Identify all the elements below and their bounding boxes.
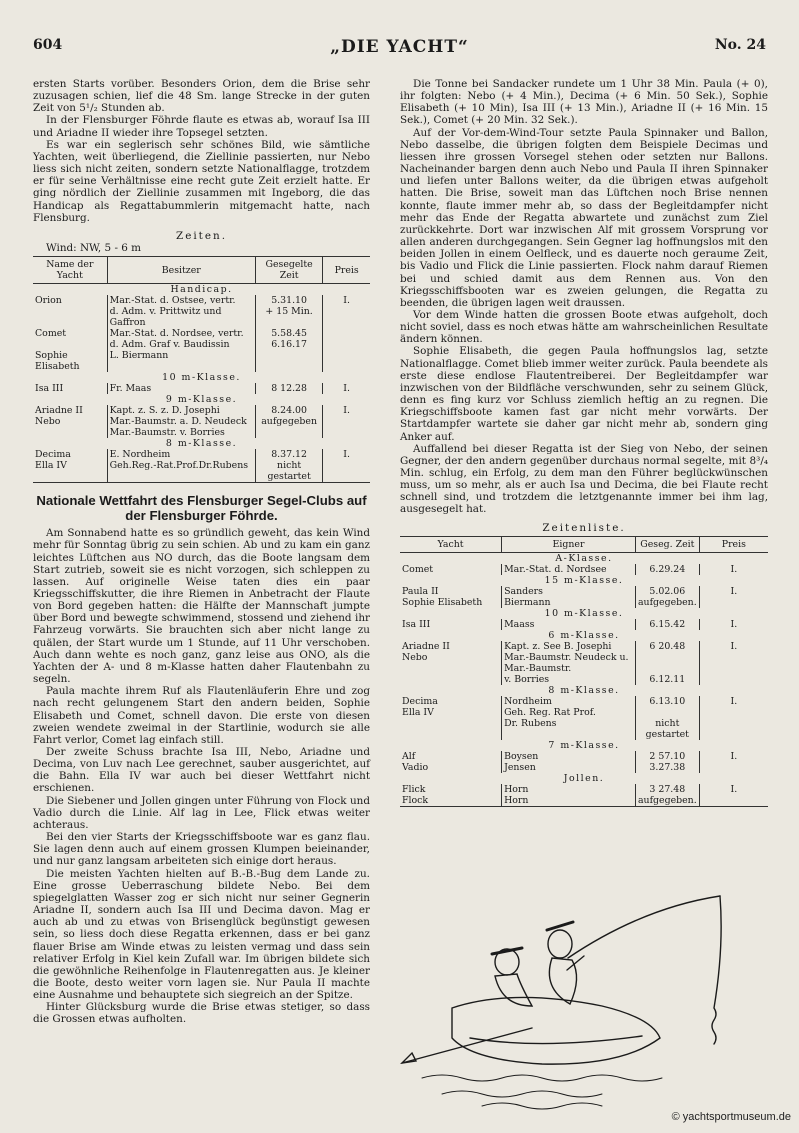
yacht-name: Ariadne II Nebo (402, 640, 450, 663)
class-header-row (400, 773, 768, 784)
page-number: 604 (33, 37, 63, 53)
page-header (33, 37, 766, 61)
class-header-row (400, 552, 768, 564)
owner-name: Kapt. z. S. z. D. Josephi Mar.-Baumstr. a. D. Neudeck Mar.-Baumstr. v. Borries (107, 405, 255, 438)
yacht-name: Isa III (35, 383, 64, 395)
paragraph: Sophie Elisabeth, die gegen Paula hoffnungslos lag, setzte Nationalflagge. Comet blieb immer weiter zurück. Paula beendete als erste diese endlose Flautentreiberei. Der Begleitdampfer war inzwischen von der Bildfläche verschwunden, sehr zu seinem Glück, denn es fing kurz vor Schluss ziemlich heftig an zu regnen. Die Kriegschiffsboote kamen fast gar nicht mehr vorwärts. Der Startdampfer wartete sie daher gar nicht mehr ab, sondern ging Anker auf. (400, 345, 768, 443)
yacht-name: Decima Ella IV (33, 449, 107, 483)
article-continuation (400, 78, 768, 516)
class-header-row (400, 575, 768, 586)
sailed-time: 8.37.12 nicht gestartet (255, 449, 322, 483)
column-header: Name der Yacht (33, 257, 107, 284)
sailed-time: 5.58.45 6.16.17 (255, 328, 322, 372)
class-label: 10 m-Klasse. (162, 372, 241, 384)
yacht-name: Orion (35, 295, 62, 307)
paragraph: Die meisten Yachten hielten auf B.-B.-Bug dem Lande zu. Eine grosse Ueberraschung bildete Nebo. Bei dem spiegelglatten Wasser zog er sich nicht nur seiner Gegnerin Ariadne II, sondern auch Isa III und Decima davon. Mag er auch ab und zu etwas von Brisenglück begünstigt gewesen sein, so liess doch diese Regatta erkennen, dass er bei ganz flauer Brise am Winde etwas zu leisten vermag und dass sein relativer Erfolg in Kiel kein Zufall war. Im übrigen bildete sich die gewöhnliche Reihenfolge in Flautenregatten aus. Je kleiner die Boote, desto weiter vorn lagen sie. Nur Paula II machte eine Ausnahme und behauptete sich siegreich an der Spitze. (33, 867, 370, 1002)
column-header: Geseg. Zeit (635, 536, 699, 552)
prize: I. (323, 383, 370, 394)
prize: I. (699, 641, 768, 685)
table-row (400, 586, 768, 608)
prize: I. (699, 564, 768, 575)
class-header-row (33, 372, 370, 383)
rowing-cartoon-illustration (392, 888, 764, 1113)
table-row (400, 564, 768, 575)
class-label: 7 m-Klasse. (548, 739, 620, 751)
prize: I. (323, 295, 370, 328)
owner-name: Sanders Biermann (502, 586, 636, 608)
owner-name: Horn Horn (502, 784, 636, 807)
prize (323, 328, 370, 372)
owner-name: Mar.-Stat. d. Nordsee (502, 564, 636, 575)
rower-head (548, 930, 572, 958)
column-header: Gesegelte Zeit (255, 257, 322, 284)
class-label: 8 m-Klasse. (548, 684, 620, 696)
water (422, 1075, 662, 1109)
table-row (33, 405, 370, 438)
table-row (33, 449, 370, 483)
class-header-row (400, 608, 768, 619)
fishing-rod (568, 896, 720, 958)
yacht-name: Comet (402, 563, 434, 575)
owner-name: E. Nordheim Geh.Reg.-Rat.Prof.Dr.Rubens (107, 449, 255, 483)
column-header: Preis (699, 536, 768, 552)
class-header-row (400, 630, 768, 641)
paragraph: In der Flensburger Föhrde flaute es etwas ab, worauf Isa III und Ariadne II wieder ihre Topsegel setzten. (33, 114, 370, 139)
sailed-time: 6.13.10 nicht gestartet (635, 696, 699, 740)
prize: I. (323, 405, 370, 438)
class-header-row (400, 685, 768, 696)
yacht-name: Flick Flock (400, 784, 502, 807)
prize: I. (699, 696, 768, 740)
prize: I. (699, 751, 768, 773)
table-row (400, 619, 768, 630)
table-row (33, 295, 370, 328)
class-label: 10 m-Klasse. (544, 607, 624, 619)
table-row (400, 751, 768, 773)
class-label: Handicap. (170, 284, 233, 296)
paragraph: Die Siebener und Jollen gingen unter Führung von Flock und Vadio durch die Linie. Alf lag in Lee, Flick etwas weiter achteraus. (33, 794, 370, 831)
sailed-time: 8 12.28 (255, 383, 322, 394)
column-header: Eigner (502, 536, 636, 552)
article-body (33, 527, 370, 1025)
owner-name: Kapt. z. See B. Josephi Mar.-Baumstr. Neudeck u. Mar.-Baumstr. v. Borries (502, 641, 636, 685)
class-label: 8 m-Klasse. (165, 438, 238, 450)
table-title: Zeiten. (175, 229, 227, 242)
paragraph: Hinter Glücksburg wurde die Brise etwas stetiger, so dass die Grossen etwas aufholten. (33, 1001, 370, 1026)
sailed-time: 2 57.10 3.27.38 (635, 751, 699, 773)
prize: I. (699, 784, 768, 807)
owner-name: Mar.-Stat. d. Ostsee, vertr. d. Adm. v. Prittwitz und Gaffron (107, 295, 255, 328)
owner-name: Nordheim Geh. Reg. Rat Prof. Dr. Rubens (502, 696, 636, 740)
class-label: Jollen. (563, 772, 605, 784)
wind-info: Wind: NW, 5 - 6 m (46, 242, 142, 255)
column-header: Yacht (400, 536, 502, 552)
sailed-time: 6.15.42 (635, 619, 699, 630)
paragraph: Auffallend bei dieser Regatta ist der Sieg von Nebo, der seinen Gegner, der den andern gegenüber durchaus normal segelte, mit 8³/₄ Min. schlug, ein Erfolg, zu dem man den Führer beglückwünschen muss, um so mehr, als er auch Isa und Decima, die bei Flaute recht schnell sind, und trotzdem die letztgenannte immer bei ihm lag, ausgesegelt hat. (400, 442, 768, 516)
yacht-name: Decima Ella IV (402, 695, 438, 718)
paragraph: Der zweite Schuss brachte Isa III, Nebo, Ariadne und Decima, von Luv nach Lee gerechnet, sauber ausgerichtet, auf die Bahn. Ella IV war auch bei dieser Wettfahrt nicht erschienen. (33, 746, 370, 795)
sailed-time: 5.02.06 aufgegeben. (635, 586, 699, 608)
owner-name: Maass (502, 619, 636, 630)
paragraph: Die Tonne bei Sandacker rundete um 1 Uhr 38 Min. Paula (+ 0), ihr folgten: Nebo (+ 4 Min.), Decima (+ 6 Min. 50 Sek.), Sophie Elisabeth (+ 10 Min), Isa III (+ 13 Min.), Ariadne II (+ 16 Min. 15 Sek.), Comet (+ 20 Min. 32 Sek.). (400, 78, 768, 127)
sailed-time: 3 27.48 aufgegeben. (635, 784, 699, 807)
paragraph: Paula machte ihrem Ruf als Flautenläuferin Ehre und zog nach recht gelungenem Start den andern beiden, Sophie Elisabeth und Comet, schnell davon. Die erste von diesen zweien wendete zweimal in der Startlinie, wodurch sie alle Fahrt verlor, Comet lag einfach still. (33, 685, 370, 746)
yacht-name: Isa III (402, 618, 431, 630)
paragraph: Am Sonnabend hatte es so gründlich geweht, das kein Wind mehr für Sonntag übrig zu sein schien. Ab und zu kam ein ganz leichtes Lüftchen aus NO durch, das die Boote langsam dem Start zutrieb, soweit sie es nicht vorzogen, sich schleppen zu lassen. Auf originelle Weise taten dies ein paar Kriegsschiffskutter, die ihre Riemen in Anbetracht der Flaute von Bord gegeben hatten: die Hälfte der Mannschaft jumpte über Bord und bewegte schwimmend, stossend und ziehend ihr Fahrzeug vorwärts. Sie brauchten sich aber nicht lange zu quälen, der Start wurde um 1 Stunde, auf 11 Uhr verschoben. Auch dann wehte es noch ganz, ganz leise aus ONO, als die Yachten der A- und 8 m-Klasse hatten daher Flautenbahn zu segeln. (33, 527, 370, 686)
fishing-line (712, 896, 721, 1044)
prize: I. (699, 619, 768, 630)
class-label: 6 m-Klasse. (548, 629, 620, 641)
yacht-name: Alf Vadio (402, 750, 429, 773)
class-label: A-Klasse. (555, 552, 613, 564)
table-row (400, 696, 768, 740)
owner-name: Boysen Jensen (502, 751, 636, 773)
paragraph: Es war ein seglerisch sehr schönes Bild, wie sämtliche Yachten, weit überliegend, die Ziellinie passierten, nur Nebo liess sich nicht zeiten, sondern setzte Nationalflagge, trotzdem er für seine Verhältnisse eine recht gute Zeit erzielt hatte. Er ging nördlich der Ziellinie zusammen mit Ingeborg, die das Handicap als Regattabummlerin mitgemacht hatte, nach Flensburg. (33, 138, 370, 224)
sailed-time: 5.31.10 + 15 Min. (255, 295, 322, 328)
left-column (33, 78, 370, 1026)
paragraph: Bei den vier Starts der Kriegsschiffsboote war es ganz flau. Sie lagen denn auch auf einem grossen Klumpen beieinander, und nur ganz langsam arbeiteten sich einige dort heraus. (33, 831, 370, 868)
paragraph: ersten Starts vorüber. Besonders Orion, dem die Brise sehr zuzusagen schien, lief die 48 Sm. lange Strecke in der guten Zeit von 5¹/₂ Stunden ab. (33, 78, 370, 115)
paragraph: Auf der Vor-dem-Wind-Tour setzte Paula Spinnaker und Ballon, Nebo dasselbe, die übrigen folgten dem Beispiele Decimas und liessen ihre grossen Vorsegel stehen oder setzten nur Ballons. Nacheinander bargen denn auch Nebo und Paula II ihren Spinnaker und liefen unter Ballons weiter, da die übrigen etwas aufgeholt hatten. Die Brise, soweit man das Lüftchen noch Brise nennen konnte, flaute immer mehr ab, so dass der Begleitdampfer nicht mehr das Ende der Regatta abwartete und zunächst zum Ziel zurückkehrte. Dort war inzwischen Alf mit grossem Vorsprung vor allen anderen durchgegangen. Sein Gegner lag hoffnungslos mit den beiden Jollen in einem Oelfleck, und es dauerte noch geraume Zeit, bis Vadio und Flick die Linie passierten. Flock nahm darauf Riemen bei und schied damit aus dem Rennen aus. Von den Kriegsschiffsbooten war es zweien gelungen, die Regatta zu beenden, die übrigen lagen weit draussen. (400, 126, 768, 309)
sailed-time: 6.29.24 (635, 564, 699, 575)
class-header-row (33, 394, 370, 405)
table-row (400, 641, 768, 685)
table-row (33, 328, 370, 372)
owner-name: Mar.-Stat. d. Nordsee, vertr. d. Adm. Graf v. Baudissin L. Biermann (107, 328, 255, 372)
results-table-zeitenliste (400, 536, 768, 807)
class-header-row (33, 284, 370, 296)
yacht-name: Ariadne II Nebo (35, 405, 83, 428)
class-header-row (400, 740, 768, 751)
watermark: © yachtsportmuseum.de (671, 1111, 791, 1123)
article-title: Nationale Wettfahrt des Flensburger Segel-Clubs auf der Flensburger Föhrde. (36, 493, 367, 524)
class-label: 15 m-Klasse. (544, 574, 624, 586)
issue-number: No. 24 (714, 37, 766, 53)
right-column (400, 78, 768, 807)
class-header-row (33, 438, 370, 449)
yacht-name: Paula II Sophie Elisabeth (402, 585, 483, 608)
oar (402, 1028, 532, 1063)
boat-hull (452, 997, 660, 1064)
table-title: Zeitenliste. (542, 521, 626, 534)
results-table-handicap (33, 256, 370, 483)
yacht-name: Comet Sophie Elisabeth (35, 328, 80, 373)
column-header: Preis (323, 257, 370, 284)
class-label: 9 m-Klasse. (165, 394, 238, 406)
paragraph: Vor dem Winde hatten die grossen Boote etwas aufgeholt, doch nicht soviel, dass es noch etwas hätte am wahrscheinlichen Resultate ändern können. (400, 308, 768, 346)
sailed-time: 8.24.00 aufgegeben (255, 405, 322, 438)
magazine-title: „DIE YACHT“ (330, 37, 469, 57)
owner-name: Fr. Maas (107, 383, 255, 394)
prize: I. (323, 449, 370, 483)
prize: I. (699, 586, 768, 608)
sailed-time: 6 20.48 6.12.11 (635, 641, 699, 685)
table-row (400, 784, 768, 807)
column-header: Besitzer (107, 257, 255, 284)
table-row (33, 383, 370, 394)
